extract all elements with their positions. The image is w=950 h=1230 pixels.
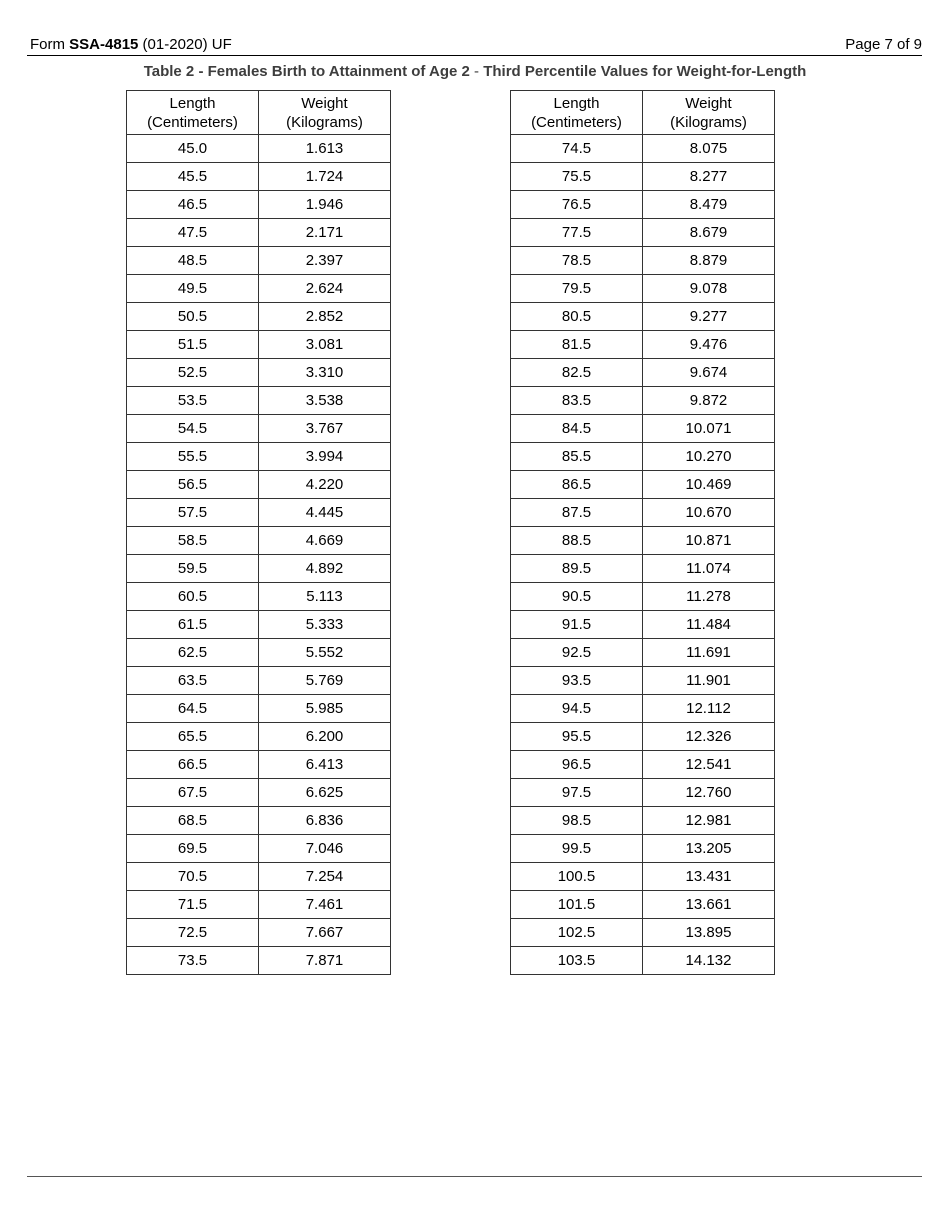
length-cell: 84.5 (511, 415, 643, 443)
length-cell: 70.5 (127, 863, 259, 891)
length-cell: 86.5 (511, 471, 643, 499)
table-row (127, 779, 391, 807)
page-header (30, 35, 922, 55)
weight-cell: 3.767 (259, 415, 391, 443)
length-cell: 82.5 (511, 359, 643, 387)
weight-cell: 10.270 (643, 443, 775, 471)
table-row (511, 359, 775, 387)
length-cell: 66.5 (127, 751, 259, 779)
length-cell: 45.5 (127, 163, 259, 191)
length-cell: 102.5 (511, 919, 643, 947)
table-row (511, 807, 775, 835)
length-column-header (511, 91, 643, 135)
length-cell: 65.5 (127, 723, 259, 751)
length-cell: 47.5 (127, 219, 259, 247)
weight-cell: 1.724 (259, 163, 391, 191)
weight-cell: 10.469 (643, 471, 775, 499)
weight-cell: 10.670 (643, 499, 775, 527)
length-cell: 61.5 (127, 611, 259, 639)
table-header-row (511, 91, 775, 135)
table-row (127, 723, 391, 751)
weight-label: Weight (685, 94, 732, 112)
table-row (127, 359, 391, 387)
table-row (127, 331, 391, 359)
length-cell: 63.5 (127, 667, 259, 695)
length-cell: 76.5 (511, 191, 643, 219)
weight-cell: 5.333 (259, 611, 391, 639)
table-row (127, 219, 391, 247)
table-row (511, 331, 775, 359)
table-row (127, 583, 391, 611)
weight-cell: 7.461 (259, 891, 391, 919)
length-cell: 93.5 (511, 667, 643, 695)
weight-cell: 7.254 (259, 863, 391, 891)
weight-cell: 2.852 (259, 303, 391, 331)
table-row (511, 919, 775, 947)
table-row (511, 499, 775, 527)
length-cell: 60.5 (127, 583, 259, 611)
length-cell: 57.5 (127, 499, 259, 527)
length-cell: 83.5 (511, 387, 643, 415)
length-cell: 75.5 (511, 163, 643, 191)
form-id: SSA-4815 (69, 36, 139, 53)
table-row (127, 695, 391, 723)
table-row (511, 611, 775, 639)
table-row (511, 415, 775, 443)
weight-cell: 11.074 (643, 555, 775, 583)
weight-cell: 4.669 (259, 527, 391, 555)
length-cell: 55.5 (127, 443, 259, 471)
table-row (127, 247, 391, 275)
table-row (511, 947, 775, 975)
length-cell: 56.5 (127, 471, 259, 499)
weight-cell: 12.112 (643, 695, 775, 723)
length-cell: 95.5 (511, 723, 643, 751)
weight-cell: 4.445 (259, 499, 391, 527)
length-cell: 87.5 (511, 499, 643, 527)
length-cell: 100.5 (511, 863, 643, 891)
form-prefix: Form (30, 36, 70, 53)
weight-cell: 2.624 (259, 275, 391, 303)
length-cell: 78.5 (511, 247, 643, 275)
table-row (127, 191, 391, 219)
weight-cell: 9.872 (643, 387, 775, 415)
weight-cell: 9.674 (643, 359, 775, 387)
form-identifier (30, 35, 232, 55)
length-cell: 101.5 (511, 891, 643, 919)
length-cell: 50.5 (127, 303, 259, 331)
table-body-right (511, 135, 775, 975)
length-cell: 81.5 (511, 331, 643, 359)
title-part-2: Third Percentile Values for Weight-for-Length (479, 63, 807, 80)
table-row (127, 443, 391, 471)
weight-unit: (Kilograms) (286, 113, 363, 131)
weight-cell: 8.075 (643, 135, 775, 163)
table-row (511, 835, 775, 863)
length-cell: 91.5 (511, 611, 643, 639)
table-row (511, 751, 775, 779)
table-row (511, 275, 775, 303)
table-row (127, 555, 391, 583)
table-row (511, 723, 775, 751)
table-row (127, 807, 391, 835)
table-row (127, 303, 391, 331)
length-cell: 103.5 (511, 947, 643, 975)
length-cell: 92.5 (511, 639, 643, 667)
weight-cell: 4.220 (259, 471, 391, 499)
title-part-1: Table 2 - Females Birth to Attainment of Age 2 (143, 63, 475, 80)
length-cell: 88.5 (511, 527, 643, 555)
weight-cell: 7.046 (259, 835, 391, 863)
table-row (511, 639, 775, 667)
table-row (127, 499, 391, 527)
weight-cell: 7.871 (259, 947, 391, 975)
title-separator: - (474, 63, 480, 80)
table-row (511, 891, 775, 919)
form-suffix: (01-2020) UF (138, 36, 232, 53)
weight-cell: 12.541 (643, 751, 775, 779)
weight-column-header (259, 91, 391, 135)
weight-cell: 10.071 (643, 415, 775, 443)
table-row (127, 891, 391, 919)
weight-length-table-right (510, 90, 775, 975)
weight-cell: 13.205 (643, 835, 775, 863)
weight-cell: 2.397 (259, 247, 391, 275)
length-cell: 80.5 (511, 303, 643, 331)
weight-cell: 13.895 (643, 919, 775, 947)
table-row (511, 303, 775, 331)
weight-length-table-left (126, 90, 391, 975)
table-row (127, 387, 391, 415)
length-cell: 53.5 (127, 387, 259, 415)
length-cell: 99.5 (511, 835, 643, 863)
weight-cell: 3.994 (259, 443, 391, 471)
weight-cell: 6.625 (259, 779, 391, 807)
weight-cell: 11.278 (643, 583, 775, 611)
weight-cell: 10.871 (643, 527, 775, 555)
weight-cell: 6.200 (259, 723, 391, 751)
length-cell: 77.5 (511, 219, 643, 247)
table-row (127, 527, 391, 555)
length-cell: 67.5 (127, 779, 259, 807)
table-row (127, 163, 391, 191)
weight-cell: 13.431 (643, 863, 775, 891)
weight-cell: 3.538 (259, 387, 391, 415)
length-cell: 94.5 (511, 695, 643, 723)
weight-cell: 8.879 (643, 247, 775, 275)
length-cell: 72.5 (127, 919, 259, 947)
weight-unit: (Kilograms) (670, 113, 747, 131)
length-cell: 98.5 (511, 807, 643, 835)
weight-cell: 2.171 (259, 219, 391, 247)
weight-cell: 12.981 (643, 807, 775, 835)
length-cell: 62.5 (127, 639, 259, 667)
length-column-header (127, 91, 259, 135)
length-cell: 64.5 (127, 695, 259, 723)
weight-cell: 11.484 (643, 611, 775, 639)
table-row (511, 471, 775, 499)
table-row (127, 835, 391, 863)
length-cell: 89.5 (511, 555, 643, 583)
table-row (127, 639, 391, 667)
table-row (511, 163, 775, 191)
table-row (127, 751, 391, 779)
length-cell: 54.5 (127, 415, 259, 443)
table-row (511, 779, 775, 807)
length-cell: 48.5 (127, 247, 259, 275)
length-cell: 97.5 (511, 779, 643, 807)
weight-cell: 1.946 (259, 191, 391, 219)
table-row (511, 247, 775, 275)
weight-cell: 7.667 (259, 919, 391, 947)
weight-cell: 12.326 (643, 723, 775, 751)
length-cell: 96.5 (511, 751, 643, 779)
length-cell: 68.5 (127, 807, 259, 835)
weight-cell: 5.113 (259, 583, 391, 611)
weight-cell: 5.985 (259, 695, 391, 723)
length-cell: 85.5 (511, 443, 643, 471)
length-cell: 74.5 (511, 135, 643, 163)
length-label: Length (553, 94, 600, 112)
header-divider (27, 55, 922, 56)
table-row (127, 471, 391, 499)
table-row (127, 947, 391, 975)
weight-cell: 14.132 (643, 947, 775, 975)
length-cell: 45.0 (127, 135, 259, 163)
weight-cell: 9.277 (643, 303, 775, 331)
length-cell: 49.5 (127, 275, 259, 303)
table-row (511, 527, 775, 555)
length-cell: 46.5 (127, 191, 259, 219)
weight-cell: 3.310 (259, 359, 391, 387)
table-row (127, 275, 391, 303)
table-body-left (127, 135, 391, 975)
table-row (511, 219, 775, 247)
weight-cell: 11.901 (643, 667, 775, 695)
weight-cell: 9.078 (643, 275, 775, 303)
weight-cell: 8.277 (643, 163, 775, 191)
weight-cell: 9.476 (643, 331, 775, 359)
weight-cell: 8.679 (643, 219, 775, 247)
length-cell: 58.5 (127, 527, 259, 555)
table-row (511, 667, 775, 695)
table-row (511, 555, 775, 583)
length-unit: (Centimeters) (531, 113, 622, 131)
weight-cell: 6.413 (259, 751, 391, 779)
table-row (511, 387, 775, 415)
weight-cell: 5.769 (259, 667, 391, 695)
table-row (127, 667, 391, 695)
table-row (511, 863, 775, 891)
table-header-row (127, 91, 391, 135)
weight-cell: 13.661 (643, 891, 775, 919)
table-row (511, 695, 775, 723)
length-cell: 71.5 (127, 891, 259, 919)
table-title (0, 62, 950, 82)
table-row (127, 415, 391, 443)
length-cell: 90.5 (511, 583, 643, 611)
weight-cell: 3.081 (259, 331, 391, 359)
weight-cell: 11.691 (643, 639, 775, 667)
length-label: Length (169, 94, 216, 112)
weight-cell: 5.552 (259, 639, 391, 667)
table-row (127, 135, 391, 163)
table-row (511, 583, 775, 611)
weight-cell: 6.836 (259, 807, 391, 835)
length-cell: 52.5 (127, 359, 259, 387)
table-row (127, 611, 391, 639)
weight-column-header (643, 91, 775, 135)
table-row (511, 135, 775, 163)
table-row (127, 919, 391, 947)
length-cell: 69.5 (127, 835, 259, 863)
weight-cell: 8.479 (643, 191, 775, 219)
table-row (511, 191, 775, 219)
table-row (511, 443, 775, 471)
table-row (127, 863, 391, 891)
length-cell: 59.5 (127, 555, 259, 583)
weight-label: Weight (301, 94, 348, 112)
footer-divider (27, 1176, 922, 1177)
weight-cell: 4.892 (259, 555, 391, 583)
length-unit: (Centimeters) (147, 113, 238, 131)
length-cell: 73.5 (127, 947, 259, 975)
length-cell: 79.5 (511, 275, 643, 303)
weight-cell: 1.613 (259, 135, 391, 163)
page-number: Page 7 of 9 (845, 36, 922, 53)
weight-cell: 12.760 (643, 779, 775, 807)
length-cell: 51.5 (127, 331, 259, 359)
